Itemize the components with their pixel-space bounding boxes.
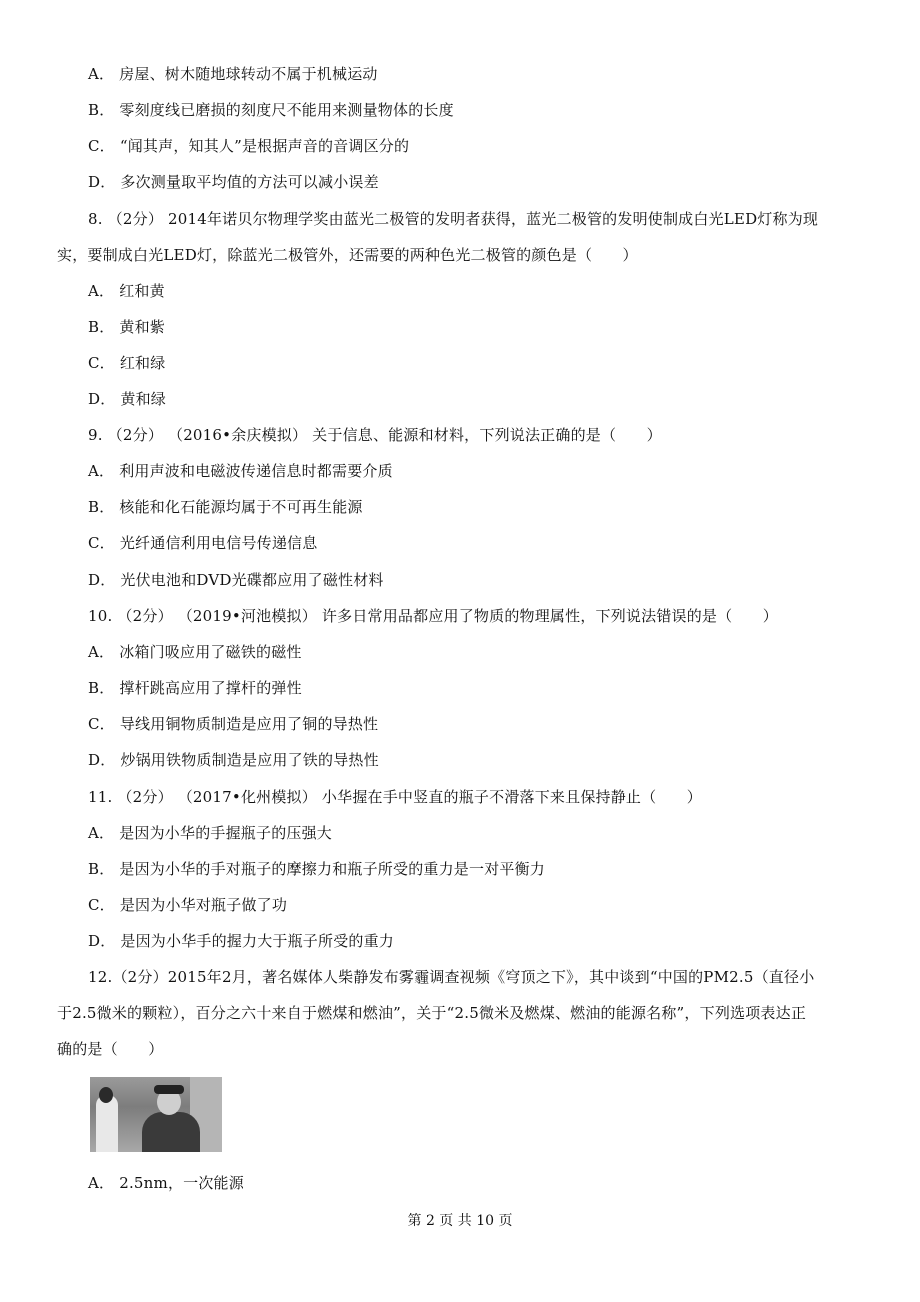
q7-option-b: B． 零刻度线已磨损的刻度尺不能用来测量物体的长度 — [88, 101, 454, 119]
q10-option-b: B． 撑杆跳高应用了撑杆的弹性 — [88, 679, 302, 697]
q11-option-d: D． 是因为小华手的握力大于瓶子所受的重力 — [88, 932, 394, 950]
q9-option-b: B． 核能和化石能源均属于不可再生能源 — [88, 498, 363, 516]
q12-stem-line1: 12.（2分）2015年2月，著名媒体人柴静发布雾霾调查视频《穹顶之下》，其中谈到“中国的PM2.5（直径小 — [88, 968, 815, 986]
q10-option-c: C． 导线用铜物质制造是应用了铜的导热性 — [88, 715, 379, 733]
q7-option-d: D． 多次测量取平均值的方法可以减小误差 — [88, 173, 379, 191]
q9-stem: 9. （2分） （2016•余庆模拟） 关于信息、能源和材料，下列说法正确的是（ ） — [88, 426, 662, 444]
q8-option-a: A． 红和黄 — [88, 282, 165, 300]
q12-stem-line2: 于2.5微米的颗粒），百分之六十来自于燃煤和燃油”，关于“2.5微米及燃煤、燃油的能源名称”，下列选项表达正 — [57, 1004, 807, 1022]
page-footer: 第 2 页 共 10 页 — [407, 1213, 513, 1229]
q11-stem: 11. （2分） （2017•化州模拟） 小华握在手中竖直的瓶子不滑落下来且保持静止（ ） — [88, 788, 702, 806]
q9-option-a: A． 利用声波和电磁波传递信息时都需要介质 — [88, 462, 393, 480]
q9-option-c: C． 光纤通信利用电信号传递信息 — [88, 534, 318, 552]
q11-option-a: A． 是因为小华的手握瓶子的压强大 — [88, 824, 333, 842]
q8-option-b: B． 黄和紫 — [88, 318, 165, 336]
q7-option-c: C． “闻其声，知其人”是根据声音的音调区分的 — [88, 137, 410, 155]
q9-option-d: D． 光伏电池和DVD光碟都应用了磁性材料 — [88, 571, 384, 589]
q11-option-b: B． 是因为小华的手对瓶子的摩擦力和瓶子所受的重力是一对平衡力 — [88, 860, 545, 878]
q8-stem-line2: 实，要制成白光LED灯，除蓝光二极管外，还需要的两种色光二极管的颜色是（ ） — [57, 246, 638, 264]
q10-option-d: D． 炒锅用铁物质制造是应用了铁的导热性 — [88, 751, 379, 769]
q8-option-c: C． 红和绿 — [88, 354, 166, 372]
q10-option-a: A． 冰箱门吸应用了磁铁的磁性 — [88, 643, 302, 661]
q8-stem-line1: 8. （2分） 2014年诺贝尔物理学奖由蓝光二极管的发明者获得，蓝光二极管的发明使制成白光LED灯称为现 — [88, 210, 819, 228]
q10-stem: 10. （2分） （2019•河池模拟） 许多日常用品都应用了物质的物理属性，下列说法错误的是（ ） — [88, 607, 778, 625]
q7-option-a: A． 房屋、树木随地球转动不属于机械运动 — [88, 65, 378, 83]
q12-photo — [90, 1077, 222, 1152]
q12-stem-line3: 确的是（ ） — [57, 1040, 164, 1058]
q12-option-a: A． 2.5nm，一次能源 — [88, 1174, 244, 1192]
q8-option-d: D． 黄和绿 — [88, 390, 166, 408]
q11-option-c: C． 是因为小华对瓶子做了功 — [88, 896, 288, 914]
